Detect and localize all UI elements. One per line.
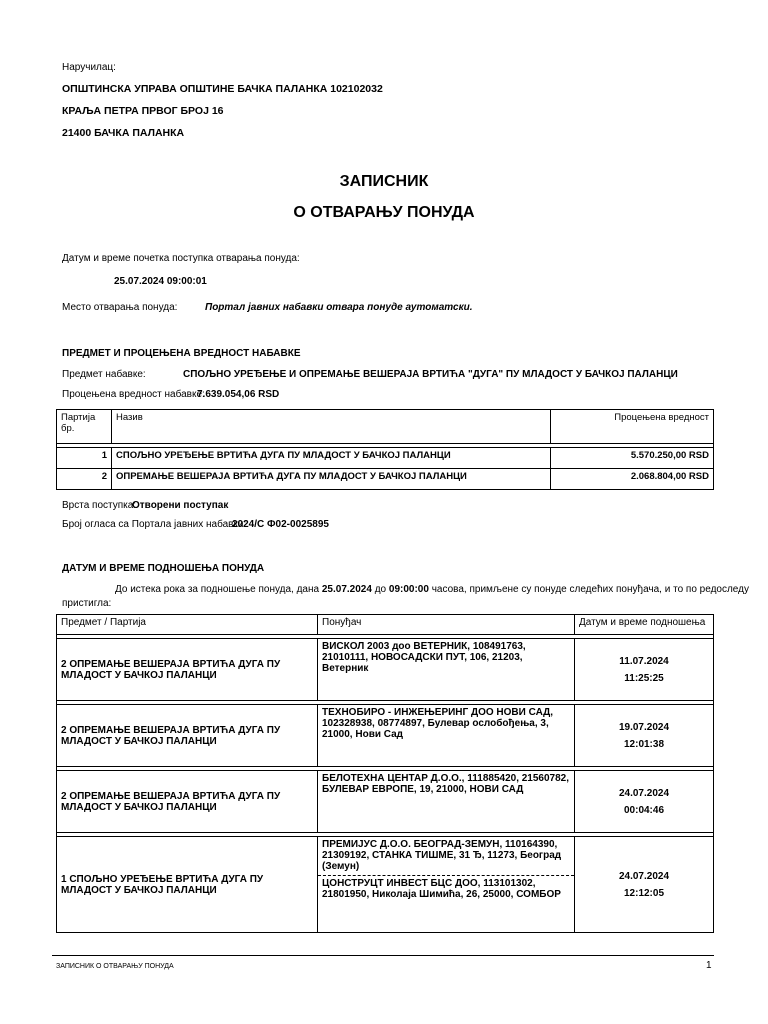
doc-title: ЗАПИСНИК [339,173,429,190]
offers-header-lot: Предмет / Партија [57,615,318,635]
procedure-type-value: Отворени поступак [132,500,229,511]
offer-datetime: 24.07.2024 00:04:46 [575,771,714,833]
lot-value: 2.068.804,00 RSD [551,469,714,490]
page-number: 1 [706,960,712,971]
client-org: ОПШТИНСКА УПРАВА ОПШТИНЕ БАЧКА ПАЛАНКА 102102032 [62,83,383,95]
offer-bidder: БЕЛОТЕХНА ЦЕНТАР Д.О.О., 111885420, 21560782, БУЛЕВАР ЕВРОПЕ, 19, 21000, НОВИ САД [318,771,575,833]
lot-no: 1 [57,448,112,469]
offer-lot: 1 СПОЉНО УРЕЂЕЊЕ ВРТИЋА ДУГА ПУ МЛАДОСТ У БАЧКОЈ ПАЛАНЦИ [57,837,318,933]
offer-lot: 2 ОПРЕМАЊЕ ВЕШЕРАЈА ВРТИЋА ДУГА ПУ МЛАДОСТ У БАЧКОЈ ПАЛАНЦИ [57,705,318,767]
lots-table-header [57,410,714,444]
procedure-type-label: Врста поступка: [62,500,137,511]
offer-bidder: ВИСКОЛ 2003 доо ВЕТЕРНИК, 108491763, 21010111, НОВОСАДСКИ ПУТ, 106, 21203, Ветерник [318,639,575,701]
offer-bidders [318,837,575,933]
lot-no: 2 [57,469,112,490]
subject-section-title: ПРЕДМЕТ И ПРОЦЕЊЕНА ВРЕДНОСТ НАБАВКЕ [62,348,301,359]
lot-name: ОПРЕМАЊЕ ВЕШЕРАЈА ВРТИЋА ДУГА ПУ МЛАДОСТ У БАЧКОЈ ПАЛАНЦИ [112,469,551,490]
offers-table [56,614,714,933]
subject-value: СПОЉНО УРЕЂЕЊЕ И ОПРЕМАЊЕ ВЕШЕРАЈА ВРТИЋА "ДУГА" ПУ МЛАДОСТ У БАЧКОЈ ПАЛАНЦИ [183,369,678,380]
opening-place-label: Место отварања понуда: [62,302,178,313]
estimated-value-label: Процењена вредност набавке: [62,389,205,400]
table-row [57,448,714,469]
footer-divider [52,955,714,956]
submission-intro: До истека рока за подношење понуда, дана 25.07.2024 до 09:00:00 часова, примљене су понуде следећих понуђача, и то по редоследу [115,584,749,595]
notice-value: 2024/С Ф02-0025895 [232,519,329,530]
table-row [57,771,714,833]
table-row [57,705,714,767]
lots-header-name: Назив [112,410,551,444]
offer-bidder: ПРЕМИЈУС Д.О.О. БЕОГРАД-ЗЕМУН, 110164390, 21309192, СТАНКА ТИШМЕ, 31 Ђ, 11273, Београд (Земун) [322,839,562,872]
footer-doc-name: ЗАПИСНИК О ОТВАРАЊУ ПОНУДА [56,963,174,970]
offer-lot: 2 ОПРЕМАЊЕ ВЕШЕРАЈА ВРТИЋА ДУГА ПУ МЛАДОСТ У БАЧКОЈ ПАЛАНЦИ [57,639,318,701]
table-row [57,837,714,933]
offer-datetime: 11.07.2024 11:25:25 [575,639,714,701]
submission-intro-cont: пристигла: [62,598,112,609]
offers-header-date: Датум и време подношења [575,615,714,635]
lot-value: 5.570.250,00 RSD [551,448,714,469]
lots-table [56,409,714,490]
subject-label: Предмет набавке: [62,369,146,380]
offer-bidder: ТЕХНОБИРО - ИНЖЕЊЕРИНГ ДОО НОВИ САД, 102328938, 08774897, Булевар ослобођења, 3, 21000, Нови Сад [318,705,575,767]
offer-lot: 2 ОПРЕМАЊЕ ВЕШЕРАЈА ВРТИЋА ДУГА ПУ МЛАДОСТ У БАЧКОЈ ПАЛАНЦИ [57,771,318,833]
offers-header-bidder: Понуђач [318,615,575,635]
offers-table-header [57,615,714,635]
lots-header-value: Процењена вредност [551,410,714,444]
table-row [57,469,714,490]
opening-datetime-value: 25.07.2024 09:00:01 [114,276,207,287]
opening-place-value: Портал јавних набавки отвара понуде аутоматски. [205,302,473,313]
table-row [57,639,714,701]
offer-datetime: 19.07.2024 12:01:38 [575,705,714,767]
offer-bidder: ЦОНСТРУЦТ ИНВЕСТ БЦС ДОО, 113101302, 21801950, Николаја Шимића, 26, 25000, СОМБОР [318,875,574,900]
lot-name: СПОЉНО УРЕЂЕЊЕ ВРТИЋА ДУГА ПУ МЛАДОСТ У БАЧКОЈ ПАЛАНЦИ [112,448,551,469]
lots-header-no: Партија бр. [57,410,112,444]
estimated-value: 7.639.054,06 RSD [197,389,280,400]
client-city: 21400 БАЧКА ПАЛАНКА [62,127,185,139]
submission-section-title: ДАТУМ И ВРЕМЕ ПОДНОШЕЊА ПОНУДА [62,563,265,574]
doc-subtitle: О ОТВАРАЊУ ПОНУДА [293,204,475,221]
offer-datetime: 24.07.2024 12:12:05 [575,837,714,933]
client-label: Наручилац: [62,62,116,73]
notice-label: Број огласа са Портала јавних набавки: [62,519,247,530]
opening-datetime-label: Датум и време почетка поступка отварања понуда: [62,253,300,264]
client-street: КРАЉА ПЕТРА ПРВОГ БРОЈ 16 [62,105,224,117]
